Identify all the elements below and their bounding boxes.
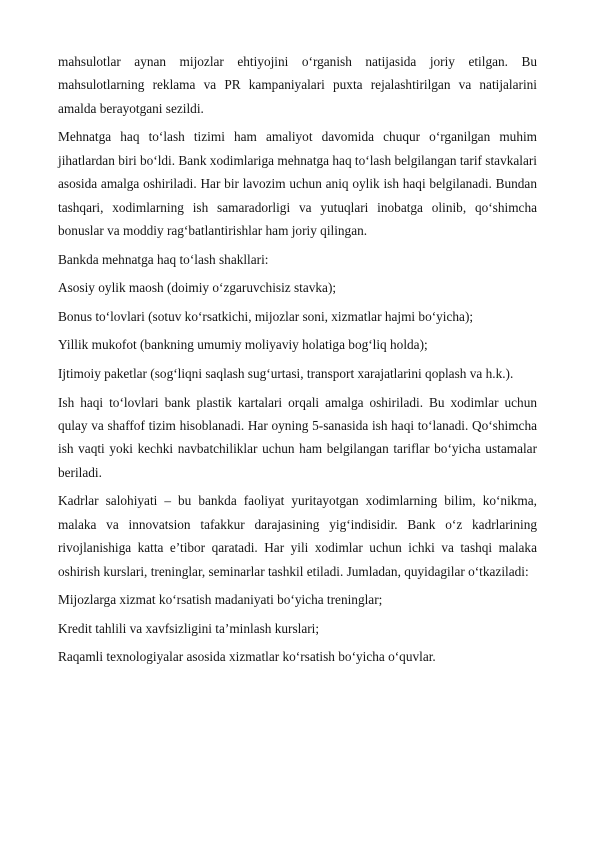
paragraph-payments: Ish haqi to‘lovlari bank plastik kartalari orqali amalga oshiriladi. Bu xodimlar uchun qulay va shaffof tizim hisoblanadi. Har oyning 5-sanasida ish haqi to‘lanadi. Qo‘shimcha ish vaqti yoki kechki navbatchiliklar uchun ham belgilangan tariflar bo‘yicha ustamalar beriladi. (58, 394, 537, 480)
wage-forms-heading: Bankda mehnatga haq to‘lash shakllari: (58, 251, 269, 267)
document-page (58, 50, 537, 674)
list-item: Ijtimoiy paketlar (sog‘liqni saqlash sug‘urtasi, transport xarajatlarini qoplash va h.k.). (58, 366, 514, 381)
paragraph-wage-system: Mehnatga haq to‘lash tizimi ham amaliyot davomida chuqur o‘rganilgan muhim jihatlardan biri bo‘ldi. Bank xodimlariga mehnatga haq to‘lash belgilangan tarif stavkalari asosida amalga oshiriladi. Har bir lavozim uchun aniq oylik ish haqi belgilanadi. Bundan tashqari, xodimlarning ish samaradorligi va yutuqlari inobatga olinib, qo‘shimcha bonuslar va moddiy rag‘batlantirishlar ham joriy qilingan. (58, 129, 537, 239)
list-item: Kredit tahlili va xavfsizligini ta’minlash kurslari; (58, 620, 320, 636)
paragraph-products: mahsulotlar aynan mijozlar ehtiyojini o‘rganish natijasida joriy etilgan. Bu mahsulotlarning reklama va PR kampaniyalari puxta rejalashtirilgan va natijalarini amalda berayotgani sezildi. (58, 54, 537, 116)
paragraph-personnel: Kadrlar salohiyati – bu bankda faoliyat yuritayotgan xodimlarning bilim, ko‘nikma, malaka va innovatsion tafakkur darajasining yig‘indisidir. Bank o‘z kadrlarining rivojlanishiga katta e’tibor qaratadi. Har yili xodimlar uchun ichki va tashqi malaka oshirish kurslari, treninglar, seminarlar tashkil etiladi. Jumladan, quyidagilar o‘tkaziladi: (58, 493, 537, 579)
list-item: Raqamli texnologiyalar asosida xizmatlar ko‘rsatish bo‘yicha o‘quvlar. (58, 649, 436, 665)
list-item: Yillik mukofot (bankning umumiy moliyaviy holatiga bog‘liq holda); (58, 337, 428, 353)
list-item: Mijozlarga xizmat ko‘rsatish madaniyati bo‘yicha treninglar; (58, 592, 383, 608)
list-item: Bonus to‘lovlari (sotuv ko‘rsatkichi, mijozlar soni, xizmatlar hajmi bo‘yicha); (58, 308, 474, 324)
list-item: Asosiy oylik maosh (doimiy o‘zgaruvchisiz stavka); (58, 280, 337, 296)
